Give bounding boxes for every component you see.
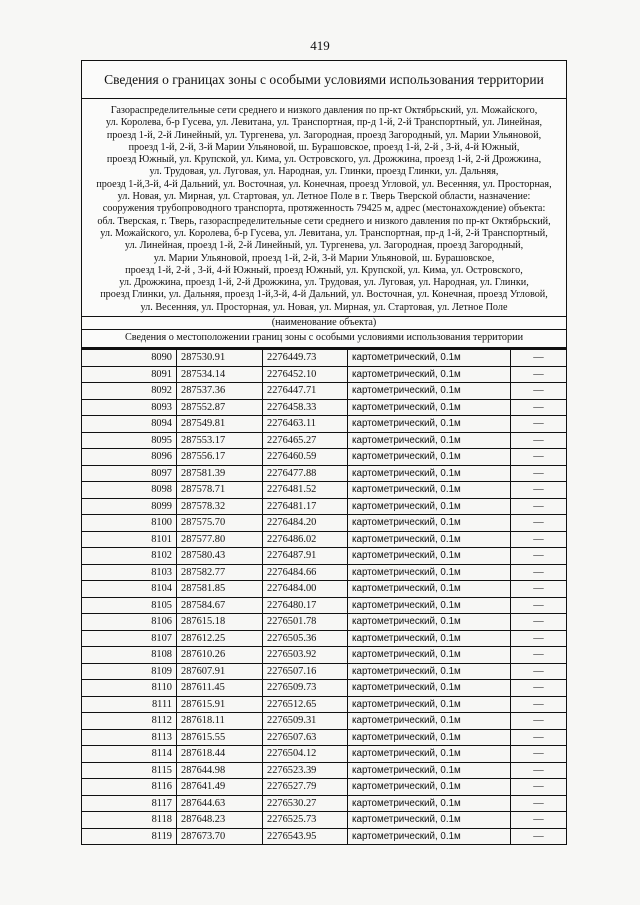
- coord-x: 287673.70: [177, 828, 263, 845]
- note-cell: —: [511, 432, 567, 449]
- coord-y: 2276484.66: [263, 564, 348, 581]
- note-cell: —: [511, 366, 567, 383]
- coord-x: 287582.77: [177, 564, 263, 581]
- object-description-line: проезд Южный, ул. Крупской, ул. Кима, ул. Островского, ул. Дрожжина, проезд 1-й, 2-й Дрожжина,: [106, 154, 542, 166]
- table-row: [82, 828, 567, 845]
- coord-y: 2276484.00: [263, 581, 348, 598]
- zone-info-block: [81, 60, 567, 349]
- coord-x: 287581.85: [177, 581, 263, 598]
- point-number: 8109: [82, 663, 177, 680]
- determination-method: картометрический, 0.1м: [348, 828, 511, 845]
- point-number: 8115: [82, 762, 177, 779]
- object-description-line: ул. Можайского, ул. Королева, б-р Гусева, ул. Левитана, ул. Транспортная, пр-д 1-й, 2-й Транспортный,: [100, 227, 548, 239]
- object-description-line: сооружения трубопроводного транспорта, протяженность 79425 м, адрес (местонахождение) объекта:: [102, 203, 546, 215]
- note-cell: —: [511, 729, 567, 746]
- point-number: 8094: [82, 416, 177, 433]
- table-row: [82, 531, 567, 548]
- coord-y: 2276503.92: [263, 647, 348, 664]
- object-description-line: Газораспределительные сети среднего и низкого давления по пр-кт Октябрьский, ул. Можайского,: [110, 105, 538, 116]
- note-cell: —: [511, 812, 567, 829]
- table-row: [82, 729, 567, 746]
- coord-x: 287611.45: [177, 680, 263, 697]
- object-caption: (наименование объекта): [82, 316, 566, 329]
- coord-x: 287577.80: [177, 531, 263, 548]
- object-description: [82, 99, 566, 316]
- point-number: 8106: [82, 614, 177, 631]
- determination-method: картометрический, 0.1м: [348, 663, 511, 680]
- table-row: [82, 449, 567, 466]
- table-row: [82, 581, 567, 598]
- coord-x: 287618.11: [177, 713, 263, 730]
- coord-y: 2276509.73: [263, 680, 348, 697]
- note-cell: —: [511, 630, 567, 647]
- note-cell: —: [511, 680, 567, 697]
- object-description-line: проезд Глинки, ул. Дальняя, проезд 1-й,3-й, 4-й Дальний, ул. Восточная, ул. Конечная, проезд Угловой,: [100, 289, 548, 301]
- determination-method: картометрический, 0.1м: [348, 366, 511, 383]
- point-number: 8119: [82, 828, 177, 845]
- note-cell: —: [511, 531, 567, 548]
- coord-x: 287549.81: [177, 416, 263, 433]
- coord-y: 2276477.88: [263, 465, 348, 482]
- determination-method: картометрический, 0.1м: [348, 432, 511, 449]
- coord-y: 2276543.95: [263, 828, 348, 845]
- coord-y: 2276512.65: [263, 696, 348, 713]
- determination-method: картометрический, 0.1м: [348, 531, 511, 548]
- object-description-line: проезд 1-й, 2-й, 3-й Марии Ульяновой, ш. Бурашовское, проезд 1-й, 2-й , 3-й, 4-й Южный,: [128, 141, 520, 153]
- note-cell: —: [511, 548, 567, 565]
- point-number: 8092: [82, 383, 177, 400]
- table-row: [82, 812, 567, 829]
- note-cell: —: [511, 713, 567, 730]
- determination-method: картометрический, 0.1м: [348, 795, 511, 812]
- determination-method: картометрический, 0.1м: [348, 399, 511, 416]
- note-cell: —: [511, 779, 567, 796]
- coord-x: 287578.32: [177, 498, 263, 515]
- note-cell: —: [511, 383, 567, 400]
- coord-y: 2276452.10: [263, 366, 348, 383]
- table-row: [82, 349, 567, 366]
- point-number: 8112: [82, 713, 177, 730]
- note-cell: —: [511, 597, 567, 614]
- point-number: 8090: [82, 349, 177, 366]
- point-number: 8095: [82, 432, 177, 449]
- location-section-title: Сведения о местоположении границ зоны с особыми условиями использования территории: [82, 329, 566, 348]
- determination-method: картометрический, 0.1м: [348, 696, 511, 713]
- determination-method: картометрический, 0.1м: [348, 597, 511, 614]
- determination-method: картометрический, 0.1м: [348, 515, 511, 532]
- object-description-line: ул. Дрожжина, проезд 1-й, 2-й Дрожжина, ул. Трудовая, ул. Луговая, ул. Народная, ул. Глинки,: [119, 277, 529, 289]
- point-number: 8093: [82, 399, 177, 416]
- coord-y: 2276458.33: [263, 399, 348, 416]
- note-cell: —: [511, 762, 567, 779]
- point-number: 8108: [82, 647, 177, 664]
- object-description-line: проезд 1-й, 2-й Линейный, ул. Тургенева, ул. Загородная, проезд Загородный, ул. Марии Ульяновой,: [106, 129, 542, 141]
- coord-x: 287648.23: [177, 812, 263, 829]
- determination-method: картометрический, 0.1м: [348, 680, 511, 697]
- coord-y: 2276481.17: [263, 498, 348, 515]
- table-row: [82, 680, 567, 697]
- point-number: 8104: [82, 581, 177, 598]
- object-description-line: ул. Линейная, проезд 1-й, 2-й Линейный, ул. Тургенева, ул. Загородная, проезд Загородный,: [124, 240, 524, 252]
- coord-y: 2276460.59: [263, 449, 348, 466]
- table-row: [82, 762, 567, 779]
- point-number: 8100: [82, 515, 177, 532]
- note-cell: —: [511, 581, 567, 598]
- note-cell: —: [511, 515, 567, 532]
- determination-method: картометрический, 0.1м: [348, 746, 511, 763]
- object-description-line: ул. Королева, б-р Гусева, ул. Левитана, ул. Транспортная, пр-д 1-й, 2-й Транспортный, ул. Линейная,: [105, 117, 543, 129]
- determination-method: картометрический, 0.1м: [348, 729, 511, 746]
- coord-y: 2276507.63: [263, 729, 348, 746]
- point-number: 8096: [82, 449, 177, 466]
- table-row: [82, 564, 567, 581]
- coord-y: 2276465.27: [263, 432, 348, 449]
- determination-method: картометрический, 0.1м: [348, 812, 511, 829]
- coord-x: 287556.17: [177, 449, 263, 466]
- coord-x: 287610.26: [177, 647, 263, 664]
- coord-y: 2276481.52: [263, 482, 348, 499]
- table-row: [82, 416, 567, 433]
- coord-y: 2276530.27: [263, 795, 348, 812]
- determination-method: картометрический, 0.1м: [348, 449, 511, 466]
- point-number: 8097: [82, 465, 177, 482]
- table-row: [82, 630, 567, 647]
- determination-method: картометрический, 0.1м: [348, 647, 511, 664]
- note-cell: —: [511, 482, 567, 499]
- note-cell: —: [511, 465, 567, 482]
- coord-y: 2276487.91: [263, 548, 348, 565]
- coord-x: 287530.91: [177, 349, 263, 366]
- coord-y: 2276480.17: [263, 597, 348, 614]
- object-description-line: ул. Весенняя, ул. Просторная, ул. Новая, ул. Мирная, ул. Стартовая, ул. Летное Поле: [140, 301, 508, 313]
- point-number: 8116: [82, 779, 177, 796]
- note-cell: —: [511, 746, 567, 763]
- table-row: [82, 614, 567, 631]
- determination-method: картометрический, 0.1м: [348, 762, 511, 779]
- object-description-line: проезд 1-й,3-й, 4-й Дальний, ул. Восточная, ул. Конечная, проезд Угловой, ул. Весенняя, ул. Просторная,: [96, 178, 552, 190]
- note-cell: —: [511, 614, 567, 631]
- coord-x: 287578.71: [177, 482, 263, 499]
- coord-x: 287552.87: [177, 399, 263, 416]
- coord-x: 287584.67: [177, 597, 263, 614]
- determination-method: картометрический, 0.1м: [348, 498, 511, 515]
- determination-method: картометрический, 0.1м: [348, 465, 511, 482]
- determination-method: картометрический, 0.1м: [348, 416, 511, 433]
- point-number: 8101: [82, 531, 177, 548]
- object-description-line: ул. Новая, ул. Мирная, ул. Стартовая, ул. Летное Поле в г. Тверь Тверской области, назначение:: [117, 191, 531, 203]
- coord-y: 2276501.78: [263, 614, 348, 631]
- point-number: 8099: [82, 498, 177, 515]
- coord-x: 287553.17: [177, 432, 263, 449]
- coord-y: 2276509.31: [263, 713, 348, 730]
- table-row: [82, 482, 567, 499]
- table-row: [82, 399, 567, 416]
- table-row: [82, 713, 567, 730]
- determination-method: картометрический, 0.1м: [348, 779, 511, 796]
- table-row: [82, 465, 567, 482]
- point-number: 8114: [82, 746, 177, 763]
- point-number: 8118: [82, 812, 177, 829]
- note-cell: —: [511, 349, 567, 366]
- determination-method: картометрический, 0.1м: [348, 581, 511, 598]
- point-number: 8117: [82, 795, 177, 812]
- coord-x: 287615.91: [177, 696, 263, 713]
- point-number: 8110: [82, 680, 177, 697]
- table-row: [82, 515, 567, 532]
- coord-x: 287534.14: [177, 366, 263, 383]
- coord-x: 287615.55: [177, 729, 263, 746]
- table-row: [82, 696, 567, 713]
- coordinates-table: [81, 348, 567, 845]
- coord-x: 287581.39: [177, 465, 263, 482]
- zone-title: Сведения о границах зоны с особыми условиями использования территории: [82, 61, 566, 99]
- coord-y: 2276486.02: [263, 531, 348, 548]
- object-description-line: ул. Трудовая, ул. Луговая, ул. Народная, ул. Глинки, проезд Глинки, ул. Дальняя,: [149, 166, 499, 178]
- coord-x: 287644.98: [177, 762, 263, 779]
- coord-y: 2276507.16: [263, 663, 348, 680]
- note-cell: —: [511, 498, 567, 515]
- coord-x: 287607.91: [177, 663, 263, 680]
- determination-method: картометрический, 0.1м: [348, 482, 511, 499]
- coord-y: 2276525.73: [263, 812, 348, 829]
- note-cell: —: [511, 416, 567, 433]
- coord-x: 287641.49: [177, 779, 263, 796]
- determination-method: картометрический, 0.1м: [348, 548, 511, 565]
- point-number: 8107: [82, 630, 177, 647]
- determination-method: картометрический, 0.1м: [348, 564, 511, 581]
- determination-method: картометрический, 0.1м: [348, 614, 511, 631]
- object-description-line: ул. Марии Ульяновой, проезд 1-й, 2-й, 3-й Марии Ульяновой, ш. Бурашовское,: [153, 252, 495, 264]
- table-row: [82, 597, 567, 614]
- point-number: 8105: [82, 597, 177, 614]
- coord-x: 287612.25: [177, 630, 263, 647]
- point-number: 8111: [82, 696, 177, 713]
- table-row: [82, 548, 567, 565]
- note-cell: —: [511, 663, 567, 680]
- point-number: 8098: [82, 482, 177, 499]
- note-cell: —: [511, 449, 567, 466]
- note-cell: —: [511, 795, 567, 812]
- coord-y: 2276447.71: [263, 383, 348, 400]
- point-number: 8113: [82, 729, 177, 746]
- table-row: [82, 383, 567, 400]
- coord-y: 2276504.12: [263, 746, 348, 763]
- table-row: [82, 795, 567, 812]
- table-row: [82, 746, 567, 763]
- table-row: [82, 779, 567, 796]
- point-number: 8091: [82, 366, 177, 383]
- note-cell: —: [511, 696, 567, 713]
- table-row: [82, 432, 567, 449]
- determination-method: картометрический, 0.1м: [348, 383, 511, 400]
- coord-x: 287580.43: [177, 548, 263, 565]
- coord-x: 287537.36: [177, 383, 263, 400]
- coord-x: 287615.18: [177, 614, 263, 631]
- table-row: [82, 663, 567, 680]
- table-row: [82, 366, 567, 383]
- coord-y: 2276463.11: [263, 416, 348, 433]
- page-number: 419: [310, 38, 330, 53]
- point-number: 8103: [82, 564, 177, 581]
- coord-y: 2276449.73: [263, 349, 348, 366]
- table-row: [82, 647, 567, 664]
- determination-method: картометрический, 0.1м: [348, 630, 511, 647]
- object-description-line: обл. Тверская, г. Тверь, газораспределительные сети среднего и низкого давления по пр-кт Октябрьский,: [97, 215, 551, 227]
- point-number: 8102: [82, 548, 177, 565]
- coord-x: 287618.44: [177, 746, 263, 763]
- note-cell: —: [511, 399, 567, 416]
- coord-y: 2276527.79: [263, 779, 348, 796]
- coord-y: 2276505.36: [263, 630, 348, 647]
- determination-method: картометрический, 0.1м: [348, 349, 511, 366]
- object-description-line: проезд 1-й, 2-й , 3-й, 4-й Южный, проезд Южный, ул. Крупской, ул. Кима, ул. Островского,: [125, 264, 523, 276]
- coord-y: 2276523.39: [263, 762, 348, 779]
- note-cell: —: [511, 647, 567, 664]
- note-cell: —: [511, 828, 567, 845]
- coord-y: 2276484.20: [263, 515, 348, 532]
- determination-method: картометрический, 0.1м: [348, 713, 511, 730]
- coord-x: 287644.63: [177, 795, 263, 812]
- coord-x: 287575.70: [177, 515, 263, 532]
- table-row: [82, 498, 567, 515]
- note-cell: —: [511, 564, 567, 581]
